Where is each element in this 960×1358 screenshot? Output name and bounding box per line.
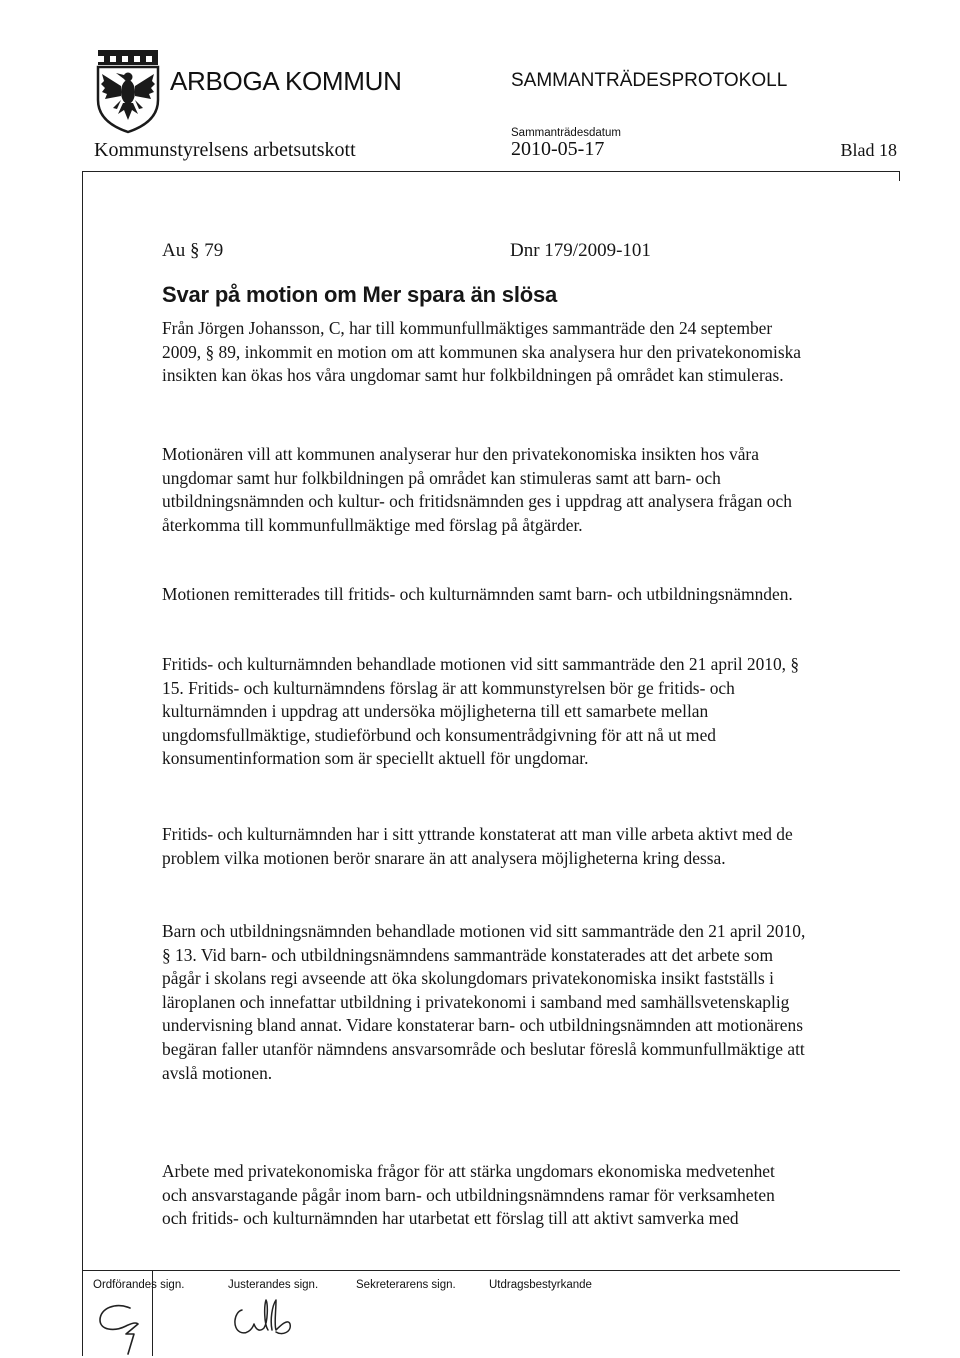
chair-signature-image bbox=[86, 1294, 176, 1356]
adjuster-signature-label: Justerandes sign. bbox=[228, 1279, 319, 1291]
paragraph-1: Från Jörgen Johansson, C, har till kommunfullmäktiges sammanträde den 24 september 2009, § 89, inkommit en motion om att kommunen ska analysera hur den privatekonomiska insikten kan ökas hos våra ungdomar samt hur folkbildningen på området kan stimuleras. bbox=[162, 318, 801, 386]
adjuster-signature-image bbox=[226, 1294, 306, 1344]
header-divider bbox=[82, 171, 900, 172]
paragraph-2: Motionären vill att kommunen analyserar hur den privatekonomiska insikten hos våra ungdomar samt hur folkbildningen på området kan stimuleras samt att barn- och utbildningsnämnden och kultur- och fritidsnämnden ges i uppdrag att analysera frågan och återkomma till kommunfullmäktige med förslag på åtgärder. bbox=[162, 444, 792, 535]
left-margin-line bbox=[82, 171, 83, 1356]
extract-certification-label: Utdragsbestyrkande bbox=[489, 1279, 592, 1291]
footer-divider bbox=[82, 1270, 900, 1271]
chair-signature-label: Ordförandes sign. bbox=[93, 1279, 185, 1291]
registration-number: Dnr 179/2009-101 bbox=[510, 240, 651, 261]
page-number: Blad 18 bbox=[840, 140, 897, 160]
section-number: Au § 79 bbox=[162, 240, 224, 261]
right-frame-tick bbox=[899, 171, 900, 181]
meeting-date: 2010-05-17 bbox=[511, 138, 605, 160]
paragraph-6: Barn och utbildningsnämnden behandlade motionen vid sitt sammanträde den 21 april 2010, § 13. Vid barn- och utbildningsnämndens sammanträde konstaterades att det arbete som pågår i skolans regi avseende att öka skolungdomars privatekonomiska insikt fastställs i läroplanen och innefattar utbildning i privatekonomi i samband med samhällsvetenskaplig undervisning bland annat. Vidare konstaterar barn- och utbildningsnämnden att motionärens begäran faller utanför nämndens ansvarsområde och beslutar föreslå kommunfullmäktige att avslå motionen. bbox=[162, 921, 806, 1083]
secretary-signature-label: Sekreterarens sign. bbox=[356, 1279, 456, 1291]
paragraph-3: Motionen remitterades till fritids- och kulturnämnden samt barn- och utbildningsnämnden. bbox=[162, 584, 793, 604]
item-title: Svar på motion om Mer spara än slösa bbox=[162, 282, 558, 307]
paragraph-5: Fritids- och kulturnämnden har i sitt yttrande konstaterat att man ville arbeta aktivt med de problem vilka motionen berör snarare än att analysera möjligheterna kring dessa. bbox=[162, 824, 793, 868]
paragraph-7: Arbete med privatekonomiska frågor för att stärka ungdomars ekonomiska medvetenhet och ansvarstagande pågår inom barn- och utbildningsnämndens ramar för verksamheten och fritids- och kulturnämnden har utarbetat ett förslag till att aktivt samverka med bbox=[162, 1161, 775, 1229]
coat-of-arms-icon bbox=[94, 48, 162, 134]
document-type: SAMMANTRÄDESPROTOKOLL bbox=[511, 70, 788, 91]
paragraph-4: Fritids- och kulturnämnden behandlade motionen vid sitt sammanträde den 21 april 2010, § 15. Fritids- och kulturnämndens förslag är att kommunstyrelsen bör ge fritids- och kulturnämnden i uppdrag att undersöka möjligheterna till ett samarbete mellan ungdomsfullmäktige, studieförbund och konsumentrådgivning för att nå ut med konsumentinformation som är speciellt aktuell för ungdomar. bbox=[162, 654, 800, 769]
meeting-date-label: Sammanträdesdatum bbox=[511, 127, 621, 139]
committee-name: Kommunstyrelsens arbetsutskott bbox=[94, 139, 356, 161]
municipality-name: ARBOGA KOMMUN bbox=[170, 66, 402, 96]
